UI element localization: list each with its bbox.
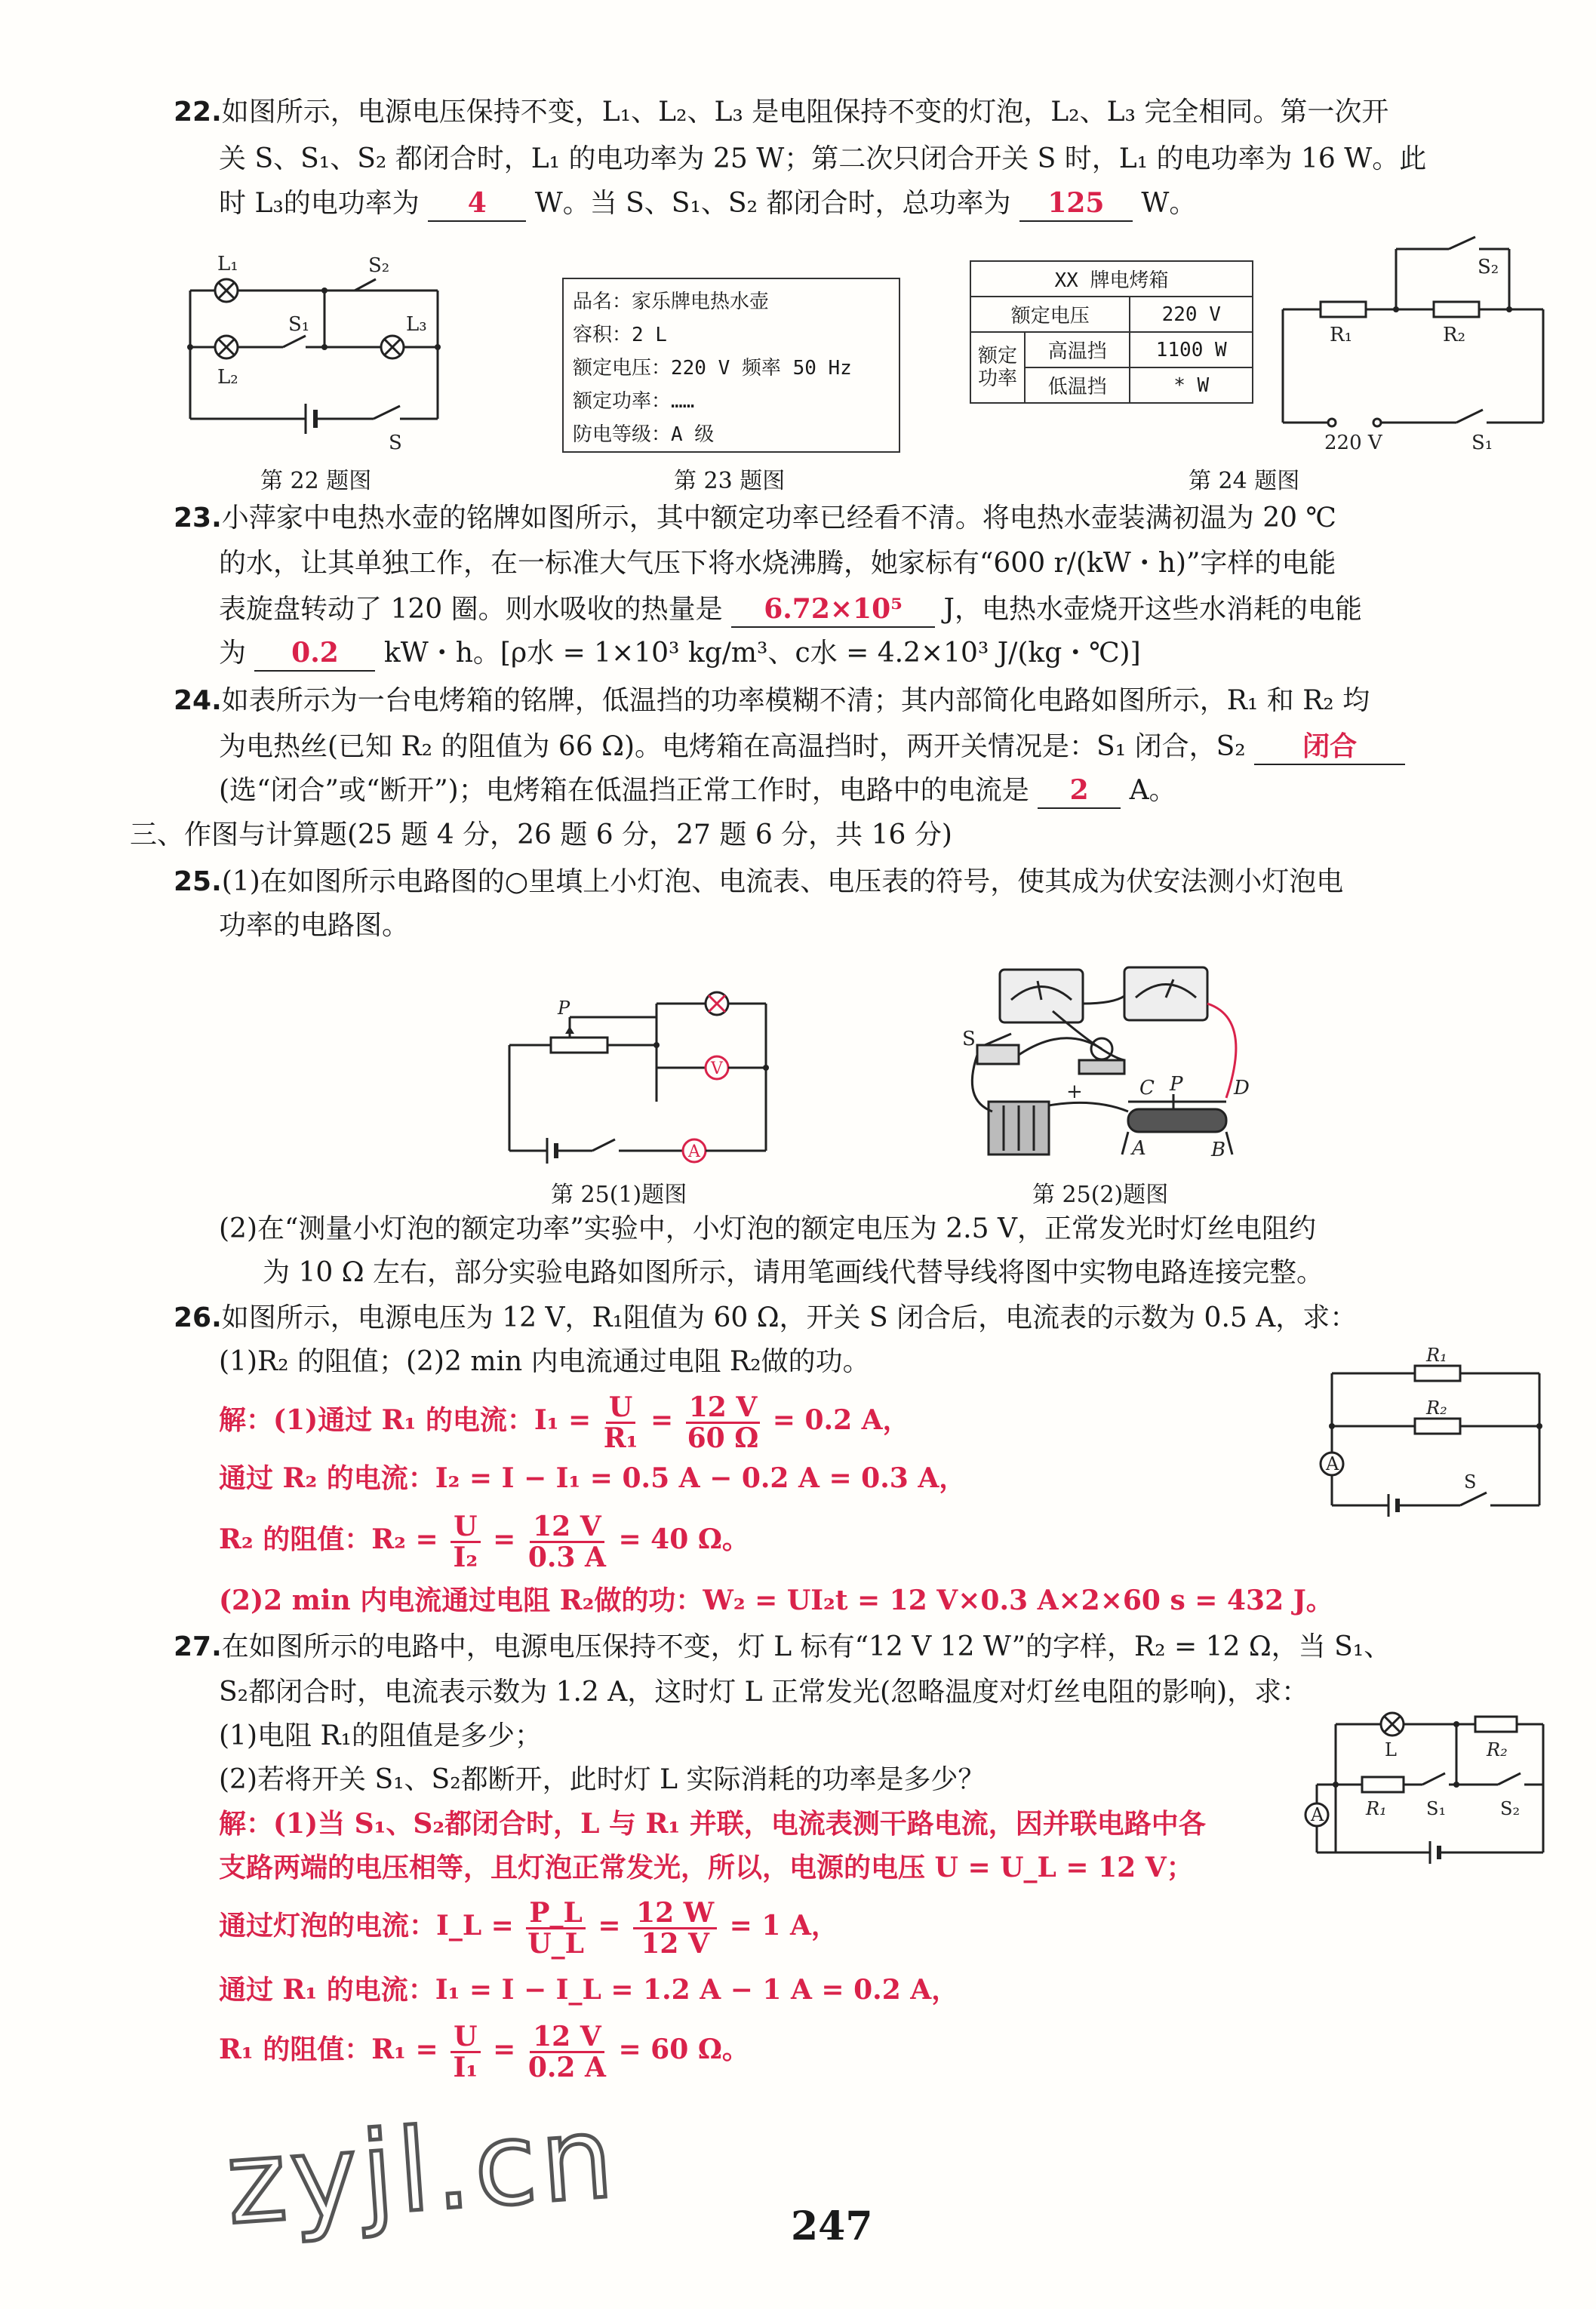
q26-sol1-num1: U [606, 1393, 635, 1424]
fig23-row-2: 容积：2 L [573, 324, 667, 346]
q27-solution-4: 通过 R₁ 的电流：I₁ = I − I_L = 1.2 A − 1 A = 0.2 A， [219, 1974, 959, 2006]
q27-sol3-frac2 [633, 1896, 717, 1960]
fig23-caption: 第 23 题图 [674, 468, 786, 494]
fig25-2-label-D: D [1234, 1077, 1250, 1099]
fig25-2-label-plus: + [1066, 1081, 1083, 1103]
q26-sol1-den2: 60 Ω [687, 1422, 759, 1454]
q27-line3: (1)电阻 R₁的阻值是多少； [219, 1720, 542, 1751]
fig25-1-ammeter-A: A [688, 1142, 700, 1161]
q27-sol3-text: 通过灯泡的电流：I_L = [219, 1910, 514, 1942]
fig25-2-caption: 第 25(2)题图 [1032, 1182, 1169, 1208]
q26-sol1-result: = 0.2 A， [772, 1404, 910, 1436]
q26-sol3-eq: = [493, 1523, 516, 1555]
q26-line2: (1)R₂ 的阻值；(2)2 min 内电流通过电阻 R₂做的功。 [219, 1346, 870, 1377]
q24-text-2a: 为电热丝(已知 R₂ 的阻值为 66 Ω)。电烤箱在高温挡时，两开关情况是：S₁ 闭合，S₂ [219, 731, 1246, 762]
fig25-1-label-P: P [558, 998, 570, 1019]
q27-sol3-eq: = [598, 1910, 621, 1942]
q23-number: 23. [174, 503, 222, 533]
fig23-nameplate [562, 278, 900, 453]
q27-sol5-den2: 0.2 A [527, 2051, 606, 2083]
fig22-label-L1: L₁ [217, 253, 238, 275]
q22-line3 [219, 186, 1196, 222]
q26-sol3-num2: 12 V [530, 1512, 604, 1543]
q25-part2-line2: 为 10 Ω 左右，部分实验电路如图所示，请用笔画线代替导线将图中实物电路连接完整。 [263, 1257, 1324, 1288]
q27-sol5-num2: 12 V [530, 2022, 604, 2053]
q27-text-1: 在如图所示的电路中，电源电压保持不变，灯 L 标有“12 V 12 W”的字样，R₂ = 12 Ω，当 S₁、 [221, 1631, 1392, 1662]
q22-line2: 关 S、S₁、S₂ 都闭合时，L₁ 的电功率为 25 W；第二次只闭合开关 S 时，L₁ 的电功率为 16 W。此 [219, 143, 1427, 174]
fig24-rated-power-label: 额定功率 [970, 332, 1025, 403]
fig27-label-S1: S₁ [1426, 1798, 1447, 1819]
fig24-table [970, 260, 1253, 404]
page-number: 247 [791, 2203, 873, 2249]
q22-answer-2[interactable]: 125 [1019, 186, 1133, 222]
q26-solution-3 [219, 1508, 749, 1571]
q23-text-3a: 表旋盘转动了 120 圈。则水吸收的热量是 [219, 594, 723, 625]
q27-sol3-num2: 12 W [633, 1899, 717, 1929]
fig24-high-label: 高温挡 [1025, 332, 1130, 367]
q23-text-4b: kW・h。[ρ水 = 1×10³ kg/m³、c水 = 4.2×10³ J/(kg・℃)] [383, 638, 1141, 669]
q27-sol5-den1: I₁ [453, 2051, 478, 2083]
q25-line1 [174, 865, 1343, 899]
q25-number: 25. [174, 866, 222, 897]
q27-sol3-result: = 1 A， [729, 1910, 838, 1942]
fig25-2-apparatus [955, 958, 1272, 1177]
q23-answer-2[interactable]: 0.2 [254, 635, 375, 672]
fig22-label-L3: L₃ [406, 313, 427, 336]
fig22-label-S2: S₂ [368, 254, 390, 277]
q22-text-1: 如图所示，电源电压保持不变，L₁、L₂、L₃ 是电阻保持不变的灯泡，L₂、L₃ 完全相同。第一次开 [221, 97, 1389, 128]
q25-text-1: (1)在如图所示电路图的○里填上小灯泡、电流表、电压表的符号，使其成为伏安法测小灯泡电 [221, 866, 1344, 897]
q26-number: 26. [174, 1302, 222, 1333]
q27-solution-5 [219, 2018, 749, 2081]
q24-line3 [219, 773, 1176, 809]
fig24-low-label: 低温挡 [1025, 367, 1130, 403]
q26-sol1-frac1 [604, 1393, 638, 1453]
q23-text-1: 小萍家中电热水壶的铭牌如图所示，其中额定功率已经看不清。将电热水壶装满初温为 20 ℃ [221, 503, 1336, 533]
fig22-circuit [181, 249, 483, 453]
fig25-2-label-P: P [1170, 1073, 1183, 1096]
fig24-title: XX 牌电烤箱 [970, 261, 1253, 297]
q26-sol3-frac1 [451, 1512, 480, 1572]
q24-number: 24. [174, 685, 222, 716]
fig24-low-value: * W [1130, 367, 1253, 403]
fig22-caption: 第 22 题图 [260, 468, 372, 494]
fig24-rated-voltage-label: 额定电压 [970, 297, 1130, 332]
fig22-label-S: S [389, 432, 402, 454]
fig27-label-S2: S₂ [1500, 1798, 1521, 1819]
section3-heading: 三、作图与计算题(25 题 4 分，26 题 6 分，27 题 6 分，共 16 分) [130, 819, 952, 850]
q23-text-4a: 为 [219, 638, 247, 669]
fig24-label-R1: R₁ [1330, 324, 1352, 346]
q27-sol5-result: = 60 Ω。 [618, 2034, 749, 2065]
fig24-label-S2: S₂ [1478, 256, 1499, 278]
q22-text-3a: 时 L₃的电功率为 [219, 188, 420, 219]
q26-text-1: 如图所示，电源电压为 12 V，R₁阻值为 60 Ω，开关 S 闭合后，电流表的示数为 0.5 A，求： [221, 1302, 1358, 1333]
fig27-circuit [1305, 1702, 1554, 1875]
fig26-label-A: A [1326, 1453, 1339, 1474]
q27-solution-3 [219, 1894, 838, 1960]
fig25-2-label-B: B [1211, 1139, 1226, 1161]
fig24-label-R2: R₂ [1443, 324, 1465, 346]
q26-solution-2: 通过 R₂ 的电流：I₂ = I − I₁ = 0.5 A − 0.2 A = 0.3 A， [219, 1462, 967, 1494]
q27-sol3-frac1 [526, 1896, 585, 1960]
fig23-row-5: 防电等级：A 级 [573, 423, 715, 446]
fig24-label-220V: 220 V [1324, 432, 1382, 454]
q26-sol3-num1: U [451, 1512, 480, 1543]
fig25-2-label-A: A [1132, 1137, 1146, 1160]
q26-sol3-den1: I₂ [453, 1541, 478, 1573]
fig23-row-3: 额定电压：220 V 频率 50 Hz [573, 357, 852, 380]
fig25-1-voltmeter-V: V [711, 1059, 723, 1078]
fig23-row-1: 品名：家乐牌电热水壶 [573, 291, 770, 313]
q26-solution-1 [219, 1388, 910, 1452]
q23-line2: 的水，让其单独工作，在一标准大气压下将水烧沸腾，她家标有“600 r/(kW・h)”字样的电能 [219, 548, 1336, 579]
fig27-label-L: L [1385, 1739, 1397, 1760]
q27-sol5-eq: = [493, 2034, 516, 2065]
q24-answer-1[interactable]: 闭合 [1254, 729, 1405, 765]
fig25-2-label-S: S [962, 1028, 976, 1050]
q26-sol1-den1: R₁ [603, 1422, 638, 1454]
q22-answer-1[interactable]: 4 [428, 186, 526, 222]
q27-line1 [174, 1630, 1391, 1665]
q22-line1 [174, 95, 1388, 130]
q27-sol3-den1: U_L [527, 1927, 584, 1960]
q25-line2: 功率的电路图。 [219, 910, 410, 941]
q27-sol5-num1: U [451, 2022, 480, 2053]
q26-line1 [174, 1301, 1357, 1336]
q26-sol3-den2: 0.3 A [527, 1541, 606, 1573]
fig26-label-R2: R₂ [1426, 1397, 1447, 1419]
watermark-logo: zyjl.cn [222, 2092, 622, 2250]
q24-line2 [219, 729, 1405, 765]
q23-line3 [219, 592, 1362, 628]
fig27-label-A: A [1311, 1804, 1324, 1825]
fig22-label-L2: L₂ [217, 366, 238, 389]
fig23-row-4: 额定功率：…… [573, 390, 695, 413]
fig26-label-R1: R₁ [1426, 1345, 1447, 1366]
q27-sol3-num1: P_L [526, 1899, 585, 1929]
fig24-label-S1: S₁ [1471, 432, 1493, 454]
q27-sol5-text: R₁ 的阻值：R₁ = [219, 2034, 438, 2065]
q22-text-3b: W。当 S、S₁、S₂ 都闭合时，总功率为 [534, 188, 1011, 219]
fig26-circuit [1317, 1345, 1551, 1524]
fig27-label-R2: R₂ [1487, 1739, 1508, 1760]
q23-text-3b: J，电热水壶烧开这些水消耗的电能 [943, 594, 1362, 625]
q24-line1 [174, 684, 1370, 718]
q23-line4 [219, 635, 1141, 672]
q24-text-3b: A。 [1129, 775, 1176, 806]
q26-sol1-num2: 12 V [686, 1393, 761, 1424]
fig26-label-S: S [1464, 1471, 1477, 1493]
q24-text-1: 如表所示为一台电烤箱的铭牌，低温挡的功率模糊不清；其内部简化电路如图所示，R₁ 和 R₂ 均 [221, 685, 1370, 716]
q26-sol3-text: R₂ 的阻值：R₂ = [219, 1523, 438, 1555]
q23-answer-1[interactable]: 6.72×10⁵ [731, 592, 935, 628]
q26-sol3-result: = 40 Ω。 [618, 1523, 749, 1555]
q26-solution-4: (2)2 min 内电流通过电阻 R₂做的功：W₂ = UI₂t = 12 V×0.3 A×2×60 s = 432 J。 [219, 1585, 1333, 1616]
q26-sol3-frac2 [528, 1512, 606, 1572]
q24-text-3a: (选“闭合”或“断开”)；电烤箱在低温挡正常工作时，电路中的电流是 [219, 775, 1029, 806]
q27-sol5-frac2 [528, 2022, 606, 2082]
q24-answer-2[interactable]: 2 [1038, 773, 1121, 809]
q22-number: 22. [174, 97, 222, 128]
fig27-label-R1: R₁ [1366, 1798, 1387, 1819]
q27-sol5-frac1 [451, 2022, 480, 2082]
q27-solution-2: 支路两端的电压相等，且灯泡正常发光，所以，电源的电压 U = U_L = 12 V； [219, 1852, 1194, 1883]
fig24-circuit [1275, 226, 1554, 453]
fig22-label-S1: S₁ [288, 313, 310, 336]
fig25-2-label-C: C [1139, 1077, 1155, 1099]
q27-line4: (2)若将开关 S₁、S₂都断开，此时灯 L 实际消耗的功率是多少？ [219, 1764, 986, 1795]
q22-text-3c: W。 [1141, 188, 1197, 219]
fig24-rated-voltage: 220 V [1130, 297, 1253, 332]
q27-number: 27. [174, 1631, 222, 1662]
q27-sol3-den2: 12 V [641, 1927, 709, 1960]
q26-sol1-frac2 [686, 1393, 761, 1453]
fig25-1-circuit [494, 981, 796, 1170]
fig24-high-value: 1100 W [1130, 332, 1253, 367]
q25-part2-line1: (2)在“测量小灯泡的额定功率”实验中，小灯泡的额定电压为 2.5 V，正常发光时灯丝电阻约 [219, 1213, 1316, 1244]
q26-sol1-text: 解：(1)通过 R₁ 的电流：I₁ = [219, 1404, 592, 1436]
q26-sol1-eq: = [650, 1404, 674, 1436]
fig24-caption: 第 24 题图 [1189, 468, 1300, 494]
q27-line2: S₂都闭合时，电流表示数为 1.2 A，这时灯 L 正常发光(忽略温度对灯丝电阻的影响)，求： [219, 1677, 1309, 1708]
q23-line1 [174, 501, 1336, 536]
fig25-1-caption: 第 25(1)题图 [551, 1182, 687, 1208]
q27-solution-1: 解：(1)当 S₁、S₂都闭合时，L 与 R₁ 并联，电流表测干路电流，因并联电路中各 [219, 1808, 1206, 1840]
